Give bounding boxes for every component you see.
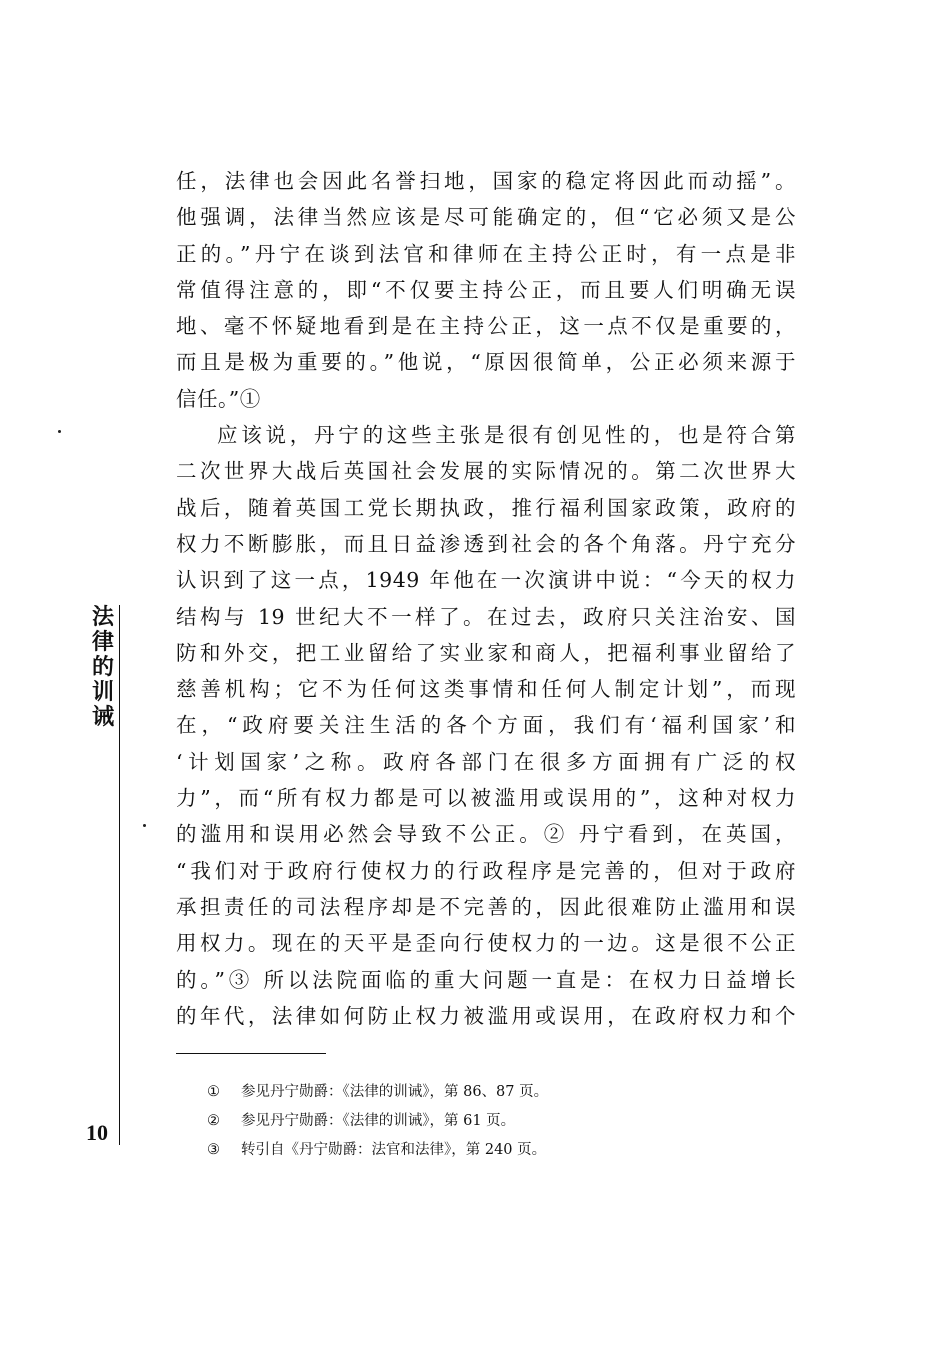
body-line: 在，“政府要关注生活的各个方面，我们有‘福利国家’和 (176, 713, 796, 738)
body-line: 认识到了这一点，1949 年他在一次演讲中说：“今天的权力 (176, 568, 796, 593)
body-line: 应该说，丹宁的这些主张是很有创见性的，也是符合第 (217, 423, 796, 448)
footnote-item (207, 1107, 548, 1136)
body-line: 信任。”① (176, 386, 261, 411)
body-line: ‘计划国家’之称。政府各部门在很多方面拥有广泛的权 (176, 749, 796, 774)
body-line: 常值得注意的，即“不仅要主持公正，而且要人们明确无误 (176, 277, 796, 302)
running-title-char: 律 (91, 630, 114, 655)
body-line: 结构与 19 世纪大不一样了。在过去，政府只关注治安、国 (176, 604, 796, 629)
scan-speck (143, 824, 146, 827)
footnote-text: 参见丹宁勋爵：《法律的训诫》，第 86、87 页。 (241, 1084, 549, 1100)
body-line: 的滥用和误用必然会导致不公正。② 丹宁看到，在英国， (176, 822, 796, 847)
body-line: 用权力。现在的天平是歪向行使权力的一边。这是很不公正 (176, 931, 796, 956)
body-line: 他强调，法律当然应该是尽可能确定的，但“它必须又是公 (176, 205, 796, 230)
body-line: 二次世界大战后英国社会发展的实际情况的。第二次世界大 (176, 459, 796, 484)
running-title-char: 法 (91, 605, 114, 630)
running-title-char: 训 (91, 680, 114, 705)
body-line: 地、毫不怀疑地看到是在主持公正，这一点不仅是重要的， (176, 314, 796, 339)
body-line: 正的。”丹宁在谈到法官和律师在主持公正时，有一点是非 (176, 241, 796, 266)
body-line: 力”，而“所有权力都是可以被滥用或误用的”，这种对权力 (176, 786, 796, 811)
footnote-mark: ② (207, 1113, 220, 1129)
body-line: 的年代，法律如何防止权力被滥用或误用，在政府权力和个 (176, 1003, 796, 1028)
running-title-char: 诫 (91, 705, 114, 730)
footnote-divider (176, 1053, 326, 1054)
running-title (88, 605, 118, 730)
scan-speck (58, 430, 61, 433)
running-title-char: 的 (91, 655, 114, 680)
footnote-mark: ① (207, 1084, 220, 1100)
footnotes (207, 1078, 548, 1165)
body-text (176, 163, 796, 1034)
footnote-mark: ③ (207, 1142, 220, 1158)
body-line: 防和外交，把工业留给了实业家和商人，把福利事业留给了 (176, 640, 796, 665)
body-line: 承担责任的司法程序却是不完善的，因此很难防止滥用和误 (176, 894, 796, 919)
margin-rule (119, 605, 120, 1145)
body-line: 而且是极为重要的。”他说，“原因很简单，公正必须来源于 (176, 350, 796, 375)
footnote-text: 参见丹宁勋爵：《法律的训诫》，第 61 页。 (241, 1113, 516, 1129)
body-line: 慈善机构；它不为任何这类事情和任何人制定计划”，而现 (176, 677, 796, 702)
body-line: 权力不断膨胀，而且日益渗透到社会的各个角落。丹宁充分 (176, 531, 796, 556)
body-line: 任，法律也会因此名誉扫地，国家的稳定将因此而动摇”。 (176, 169, 796, 193)
footnote-item (207, 1136, 548, 1165)
body-line: 的。”③ 所以法院面临的重大问题一直是：在权力日益增长 (176, 967, 796, 992)
footnote-item (207, 1078, 548, 1107)
body-line: “我们对于政府行使权力的行政程序是完善的，但对于政府 (176, 858, 796, 883)
body-line: 战后，随着英国工党长期执政，推行福利国家政策，政府的 (176, 495, 796, 520)
page-number: 10 (86, 1120, 108, 1145)
footnote-text: 转引自《丹宁勋爵：法官和法律》，第 240 页。 (241, 1142, 547, 1158)
